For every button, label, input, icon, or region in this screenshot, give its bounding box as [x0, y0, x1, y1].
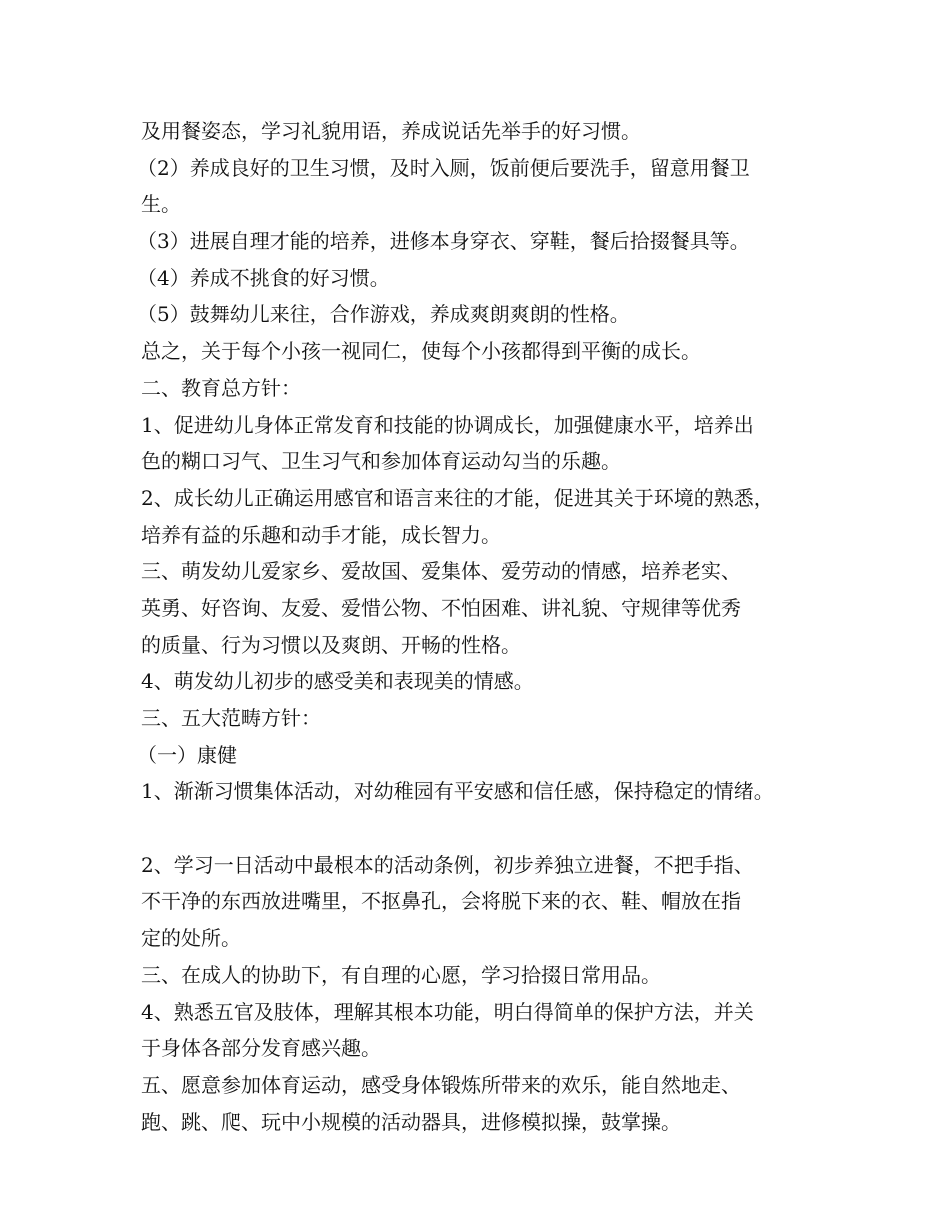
- text-line: 英勇、好咨询、友爱、爱惜公物、不怕困难、讲礼貌、守规律等优秀: [141, 595, 741, 620]
- text-line: （3）进展自理才能的培养，进修本身穿衣、穿鞋，餐后拾掇餐具等。: [137, 229, 750, 254]
- subsection-heading: （一）康健: [137, 742, 237, 767]
- text-line: 1、渐渐习惯集体活动，对幼稚园有平安感和信任感，保持稳定的情绪。: [141, 779, 774, 804]
- text-line: 4、熟悉五官及肢体，理解其根本功能，明白得简单的保护方法，并关: [141, 999, 754, 1024]
- paragraph-gap: [141, 810, 841, 847]
- text-line: 总之，关于每个小孩一视同仁，使每个小孩都得到平衡的成长。: [141, 339, 701, 364]
- text-line: （2）养成良好的卫生习惯，及时入厕，饭前便后要洗手，留意用餐卫: [137, 155, 750, 180]
- text-line: 的质量、行为习惯以及爽朗、开畅的性格。: [141, 632, 521, 657]
- text-line: 2、学习一日活动中最根本的活动条例，初步养独立进餐，不把手指、: [141, 852, 754, 877]
- text-line: 不干净的东西放进嘴里，不抠鼻孔，会将脱下来的衣、鞋、帽放在指: [141, 889, 741, 914]
- text-line: 五、愿意参加体育运动，感受身体锻炼所带来的欢乐，能自然地走、: [141, 1072, 741, 1097]
- section-heading: 二、教育总方针：: [141, 375, 301, 400]
- text-line: 培养有益的乐趣和动手才能，成长智力。: [141, 522, 501, 547]
- text-line: 4、萌发幼儿初步的感受美和表现美的情感。: [141, 669, 534, 694]
- text-line: 三、萌发幼儿爱家乡、爱故国、爱集体、爱劳动的情感，培养老实、: [141, 559, 741, 584]
- text-line: （5）鼓舞幼儿来往，合作游戏，养成爽朗爽朗的性格。: [137, 302, 630, 327]
- document-body: [137, 113, 841, 1140]
- text-line: 及用餐姿态，学习礼貌用语，养成说话先举手的好习惯。: [141, 119, 641, 143]
- text-line: 于身体各部分发育感兴趣。: [141, 1036, 381, 1061]
- text-line: 生。: [141, 192, 181, 217]
- text-line: 色的糊口习气、卫生习气和参加体育运动勾当的乐趣。: [141, 449, 621, 474]
- text-line: 三、在成人的协助下，有自理的心愿，学习拾掇日常用品。: [141, 962, 661, 987]
- text-line: 1、促进幼儿身体正常发育和技能的协调成长，加强健康水平，培养出: [141, 412, 754, 437]
- text-line: 2、成长幼儿正确运用感官和语言来往的才能，促进其关于环境的熟悉，: [141, 485, 774, 510]
- section-heading: 三、五大范畴方针：: [141, 706, 321, 730]
- text-line: 跑、跳、爬、玩中小规模的活动器具，进修模拟操，鼓掌操。: [141, 1109, 681, 1134]
- text-line: （4）养成不挑食的好习惯。: [137, 265, 390, 290]
- text-line: 定的处所。: [141, 926, 241, 951]
